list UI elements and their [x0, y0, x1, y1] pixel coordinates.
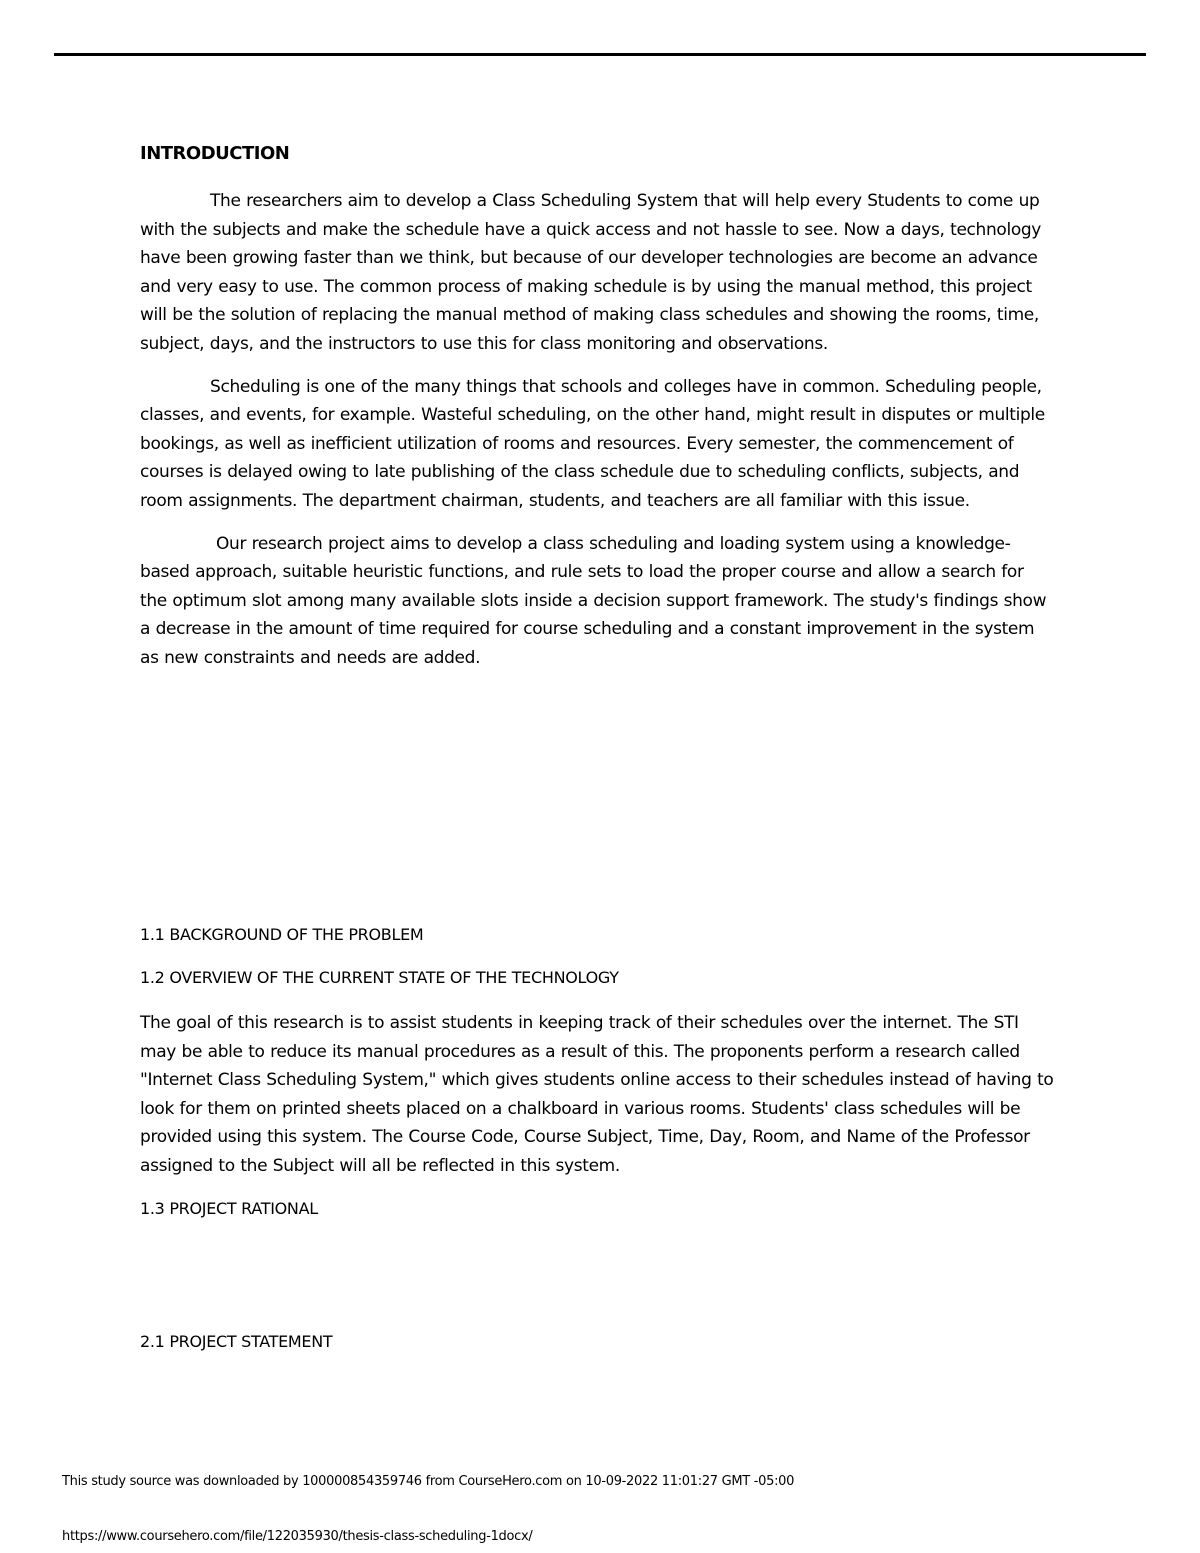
- source-url-link[interactable]: https://www.coursehero.com/file/122035930/thesis-class-scheduling-1docx/: [62, 1529, 533, 1544]
- section-heading-statement: 2.1 PROJECT STATEMENT: [140, 1332, 333, 1351]
- top-horizontal-rule: [54, 53, 1146, 56]
- intro-paragraph-1: The researchers aim to develop a Class Scheduling System that will help every Students to come up with the subjects and make the schedule have a quick access and not hassle to see. Now a days, technology have been growing faster than we think, but because of our developer technologies are become an advance and very easy to use. The common process of making schedule is by using the manual method, this project will be the solution of replacing the manual method of making class schedules and showing the rooms, time, subject, days, and the instructors to use this for class monitoring and observations.: [140, 191, 1042, 354]
- section-heading-rational: 1.3 PROJECT RATIONAL: [140, 1199, 318, 1218]
- introduction-heading: INTRODUCTION: [140, 143, 290, 164]
- source-note: This study source was downloaded by 100000854359746 from CourseHero.com on 10-09-2022 11:01:27 GMT -05:00: [62, 1474, 795, 1489]
- section-heading-background: 1.1 BACKGROUND OF THE PROBLEM: [140, 925, 424, 944]
- intro-paragraph-2: Scheduling is one of the many things that schools and colleges have in common. Scheduling people, classes, and events, for example. Wasteful scheduling, on the other hand, might result in disputes or multiple bookings, as well as inefficient utilization of rooms and resources. Every semester, the commencement of courses is delayed owing to late publishing of the class schedule due to scheduling conflicts, subjects, and room assignments. The department chairman, students, and teachers are all familiar with this issue.: [140, 376, 1045, 511]
- section-heading-overview: 1.2 OVERVIEW OF THE CURRENT STATE OF THE TECHNOLOGY: [140, 968, 619, 987]
- introduction-section: [140, 141, 1055, 673]
- intro-paragraph-3: Our research project aims to develop a class scheduling and loading system using a knowledge-based approach, suitable heuristic functions, and rule sets to load the proper course and allow a search for the optimum slot among many available slots inside a decision support framework. The study's findings show a decrease in the amount of time required for course scheduling and a constant improvement in the system as new constraints and needs are added.: [140, 533, 1047, 668]
- overview-paragraph: The goal of this research is to assist students in keeping track of their schedules over the internet. The STI may be able to reduce its manual procedures as a result of this. The proponents perform a research called "Internet Class Scheduling System," which gives students online access to their schedules instead of having to look for them on printed sheets placed on a chalkboard in various rooms. Students' class schedules will be provided using this system. The Course Code, Course Subject, Time, Day, Room, and Name of the Professor assigned to the Subject will all be reflected in this system.: [140, 1013, 1054, 1176]
